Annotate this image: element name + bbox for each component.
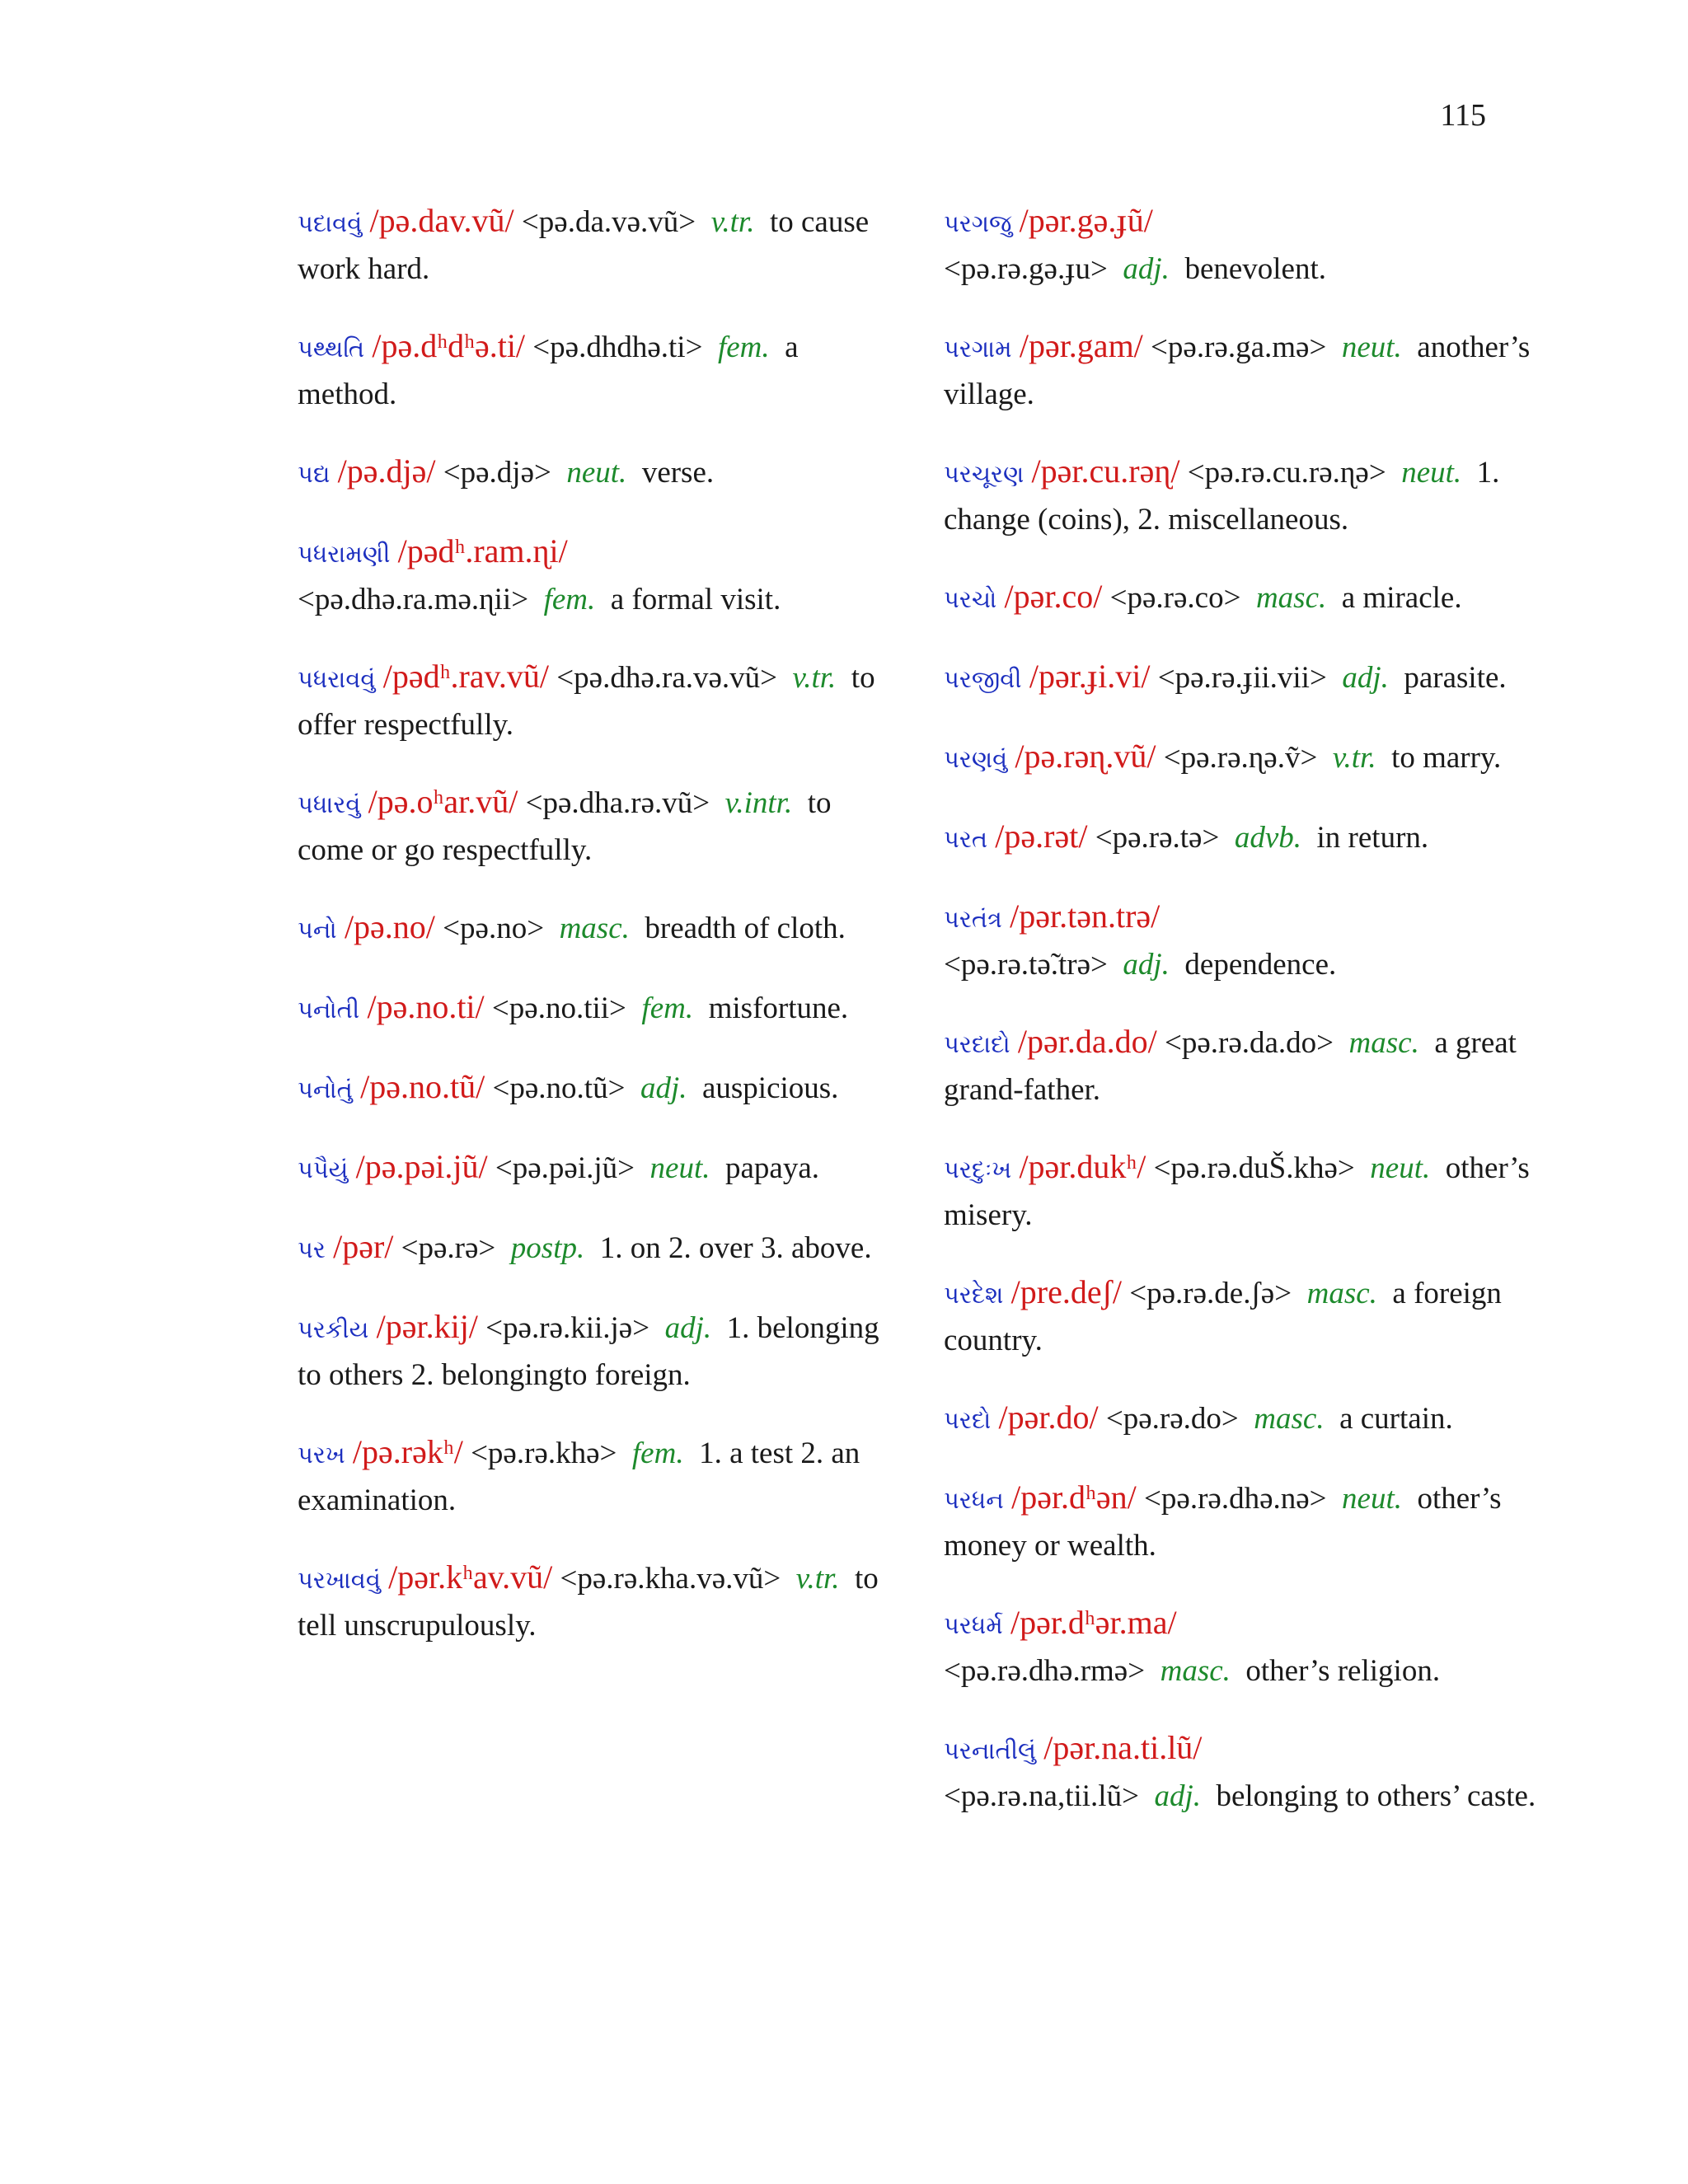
entry-phonetic: /pər.gam/	[1019, 327, 1143, 364]
entry-transliteration: <pə.rə.duŠ.khə>	[1153, 1151, 1355, 1185]
dictionary-entry	[944, 1600, 1537, 1694]
dictionary-entry	[298, 1554, 891, 1648]
entry-definition: a curtain.	[1339, 1402, 1453, 1436]
entry-part-of-speech: adj.	[1154, 1779, 1201, 1813]
entry-phonetic: /pə.dʰdʰə.ti/	[372, 327, 526, 364]
dictionary-entry	[298, 1304, 891, 1398]
entry-part-of-speech: neut.	[1341, 330, 1402, 364]
entry-headword: પધરાવવું	[298, 665, 376, 693]
entry-definition: auspicious.	[701, 1071, 839, 1105]
dictionary-entry	[298, 654, 891, 748]
entry-definition: a method.	[298, 330, 799, 411]
entry-headword: પધરામણી	[298, 540, 391, 568]
entry-definition: to tell unscrupulously.	[298, 1562, 879, 1643]
entry-definition: a formal visit.	[610, 583, 781, 616]
entry-part-of-speech: fem.	[543, 583, 596, 616]
entry-phonetic: /pə.dav.vũ/	[369, 202, 514, 239]
entry-phonetic: /pər.dʰər.ma/	[1010, 1604, 1177, 1641]
entry-definition: 1. on 2. over 3. above.	[599, 1231, 872, 1265]
entry-phonetic: /pə.rəɳ.vũ/	[1015, 738, 1156, 775]
entry-phonetic: /pər.dukʰ/	[1019, 1148, 1146, 1185]
dictionary-entry	[298, 323, 891, 417]
entry-transliteration: <pə.rə.tə̃.trə>	[944, 948, 1108, 982]
entry-part-of-speech: masc.	[1255, 581, 1327, 615]
entry-headword: પદ્ય	[298, 460, 331, 488]
entry-definition: a great grand-father.	[944, 1026, 1517, 1107]
entry-definition: papaya.	[724, 1151, 819, 1185]
entry-part-of-speech: neut.	[566, 456, 627, 490]
entry-definition: other’s money or wealth.	[944, 1482, 1502, 1563]
entry-phonetic: /pər/	[333, 1228, 394, 1265]
entry-headword: પનો	[298, 916, 337, 944]
entry-transliteration: <pə.rə.kii.jə>	[485, 1311, 650, 1345]
entry-phonetic: /pər.da.do/	[1017, 1023, 1157, 1060]
entry-definition: to come or go respectfully.	[298, 786, 832, 867]
entry-headword: પનોતી	[298, 996, 360, 1024]
entry-transliteration: <pə.rə.kha.və.vũ>	[560, 1562, 781, 1596]
entry-transliteration: <pə.rə.na,tii.lũ>	[944, 1779, 1139, 1813]
dictionary-entry	[944, 198, 1537, 292]
entry-phonetic: /pər.na.ti.lũ/	[1043, 1729, 1203, 1766]
entry-headword: પરચો	[944, 585, 997, 613]
entry-transliteration: <pə.rə.do>	[1105, 1402, 1239, 1436]
entry-definition: breadth of cloth.	[645, 912, 846, 945]
dictionary-entry	[944, 733, 1537, 782]
entry-phonetic: /pər.do/	[998, 1399, 1099, 1436]
dictionary-entry	[944, 1725, 1537, 1819]
dictionary-entry	[298, 1224, 891, 1272]
entry-headword: પરખાવવું	[298, 1566, 381, 1594]
entry-headword: પરકીય	[298, 1315, 369, 1343]
dictionary-entry	[298, 904, 891, 953]
entry-definition: a foreign country.	[944, 1277, 1502, 1357]
entry-part-of-speech: adj.	[1123, 948, 1170, 982]
dictionary-entry	[298, 1144, 891, 1193]
entry-transliteration: <pə.dhə.ra.mə.ɳii>	[298, 583, 529, 616]
entry-definition: other’s religion.	[1245, 1654, 1441, 1688]
dictionary-entry	[298, 1429, 891, 1523]
entry-phonetic: /pədʰ.ram.ɳi/	[397, 532, 568, 569]
entry-transliteration: <pə.dhə.ra.və.vũ>	[556, 661, 778, 695]
entry-phonetic: /pər.kʰav.vũ/	[388, 1558, 553, 1596]
entry-definition: belonging to others’ caste.	[1216, 1779, 1536, 1813]
entry-transliteration: <pə.dha.rə.vũ>	[525, 786, 710, 820]
right-column	[944, 198, 1537, 1850]
entry-headword: પરજીવી	[944, 665, 1022, 693]
entry-part-of-speech: v.tr.	[1332, 741, 1376, 775]
entry-phonetic: /pər.dʰən/	[1011, 1479, 1137, 1516]
entry-transliteration: <pə.rə.dhə.nə>	[1144, 1482, 1327, 1516]
dictionary-entry	[944, 323, 1537, 417]
entry-phonetic: /pər.kij/	[376, 1308, 478, 1345]
entry-transliteration: <pə.da.və.vũ>	[521, 205, 696, 239]
entry-headword: પરધર્મ	[944, 1611, 1003, 1639]
dictionary-entry	[944, 654, 1537, 702]
entry-headword: પથ્થતિ	[298, 335, 365, 363]
entry-part-of-speech: fem.	[631, 1436, 684, 1470]
entry-part-of-speech: adj.	[664, 1311, 712, 1345]
entry-headword: પરગજુ	[944, 209, 1012, 237]
entry-definition: parasite.	[1404, 661, 1507, 695]
page-number: 115	[1440, 98, 1486, 133]
entry-transliteration: <pə.rə.cu.rə.ɳə>	[1187, 456, 1386, 490]
entry-part-of-speech: v.tr.	[795, 1562, 840, 1596]
dictionary-entry	[298, 984, 891, 1033]
entry-part-of-speech: neut.	[1401, 456, 1462, 490]
entry-transliteration: <pə.rə.khə>	[471, 1436, 617, 1470]
entry-part-of-speech: neut.	[1342, 1482, 1402, 1516]
dictionary-entry	[298, 198, 891, 292]
dictionary-entry	[298, 1064, 891, 1113]
dictionary-entry	[944, 574, 1537, 622]
entry-phonetic: /pə.no.tũ/	[360, 1068, 485, 1105]
entry-part-of-speech: masc.	[559, 912, 630, 945]
entry-part-of-speech: masc.	[1348, 1026, 1419, 1060]
dictionary-entry	[944, 448, 1537, 542]
entry-headword: પરદાદો	[944, 1030, 1010, 1058]
left-column	[298, 198, 891, 1680]
entry-definition: 1. change (coins), 2. miscellaneous.	[944, 456, 1500, 537]
entry-headword: પપૈયું	[298, 1155, 349, 1183]
entry-transliteration: <pə.dhdhə.ti>	[532, 330, 703, 364]
dictionary-entry	[944, 1019, 1537, 1113]
entry-transliteration: <pə.rə.de.ʃə>	[1129, 1277, 1292, 1310]
entry-headword: પરત	[944, 825, 988, 853]
entry-definition: other’s misery.	[944, 1151, 1530, 1232]
entry-headword: પરદો	[944, 1406, 992, 1434]
entry-phonetic: /pə.oʰar.vũ/	[368, 783, 518, 820]
entry-transliteration: <pə.djə>	[443, 456, 551, 490]
entry-phonetic: /pə.no.ti/	[367, 988, 485, 1025]
entry-headword: પરનાતીલું	[944, 1736, 1036, 1765]
dictionary-entry	[944, 813, 1537, 862]
entry-headword: પરખ	[298, 1441, 345, 1469]
entry-transliteration: <pə.pəi.jũ>	[495, 1151, 635, 1185]
entry-phonetic: /pə.pəi.jũ/	[355, 1148, 488, 1185]
entry-definition: 1. belonging to others 2. belongingto foreign.	[298, 1311, 879, 1392]
dictionary-entry	[944, 1394, 1537, 1443]
entry-headword: પર	[298, 1235, 326, 1263]
entry-definition: another’s village.	[944, 330, 1531, 411]
entry-part-of-speech: neut.	[649, 1151, 710, 1185]
entry-transliteration: <pə.no.tii>	[491, 991, 626, 1025]
entry-part-of-speech: fem.	[641, 991, 694, 1025]
entry-phonetic: /pə.rəkʰ/	[352, 1433, 463, 1470]
entry-transliteration: <pə.rə.co>	[1109, 581, 1241, 615]
entry-part-of-speech: v.tr.	[792, 661, 837, 695]
entry-transliteration: <pə.no.tũ>	[492, 1071, 626, 1105]
entry-part-of-speech: v.intr.	[724, 786, 793, 820]
dictionary-entry	[944, 893, 1537, 987]
entry-headword: પરણવું	[944, 745, 1008, 773]
entry-headword: પરદેશ	[944, 1281, 1004, 1309]
entry-transliteration: <pə.rə>	[401, 1231, 496, 1265]
entry-part-of-speech: advb.	[1234, 821, 1302, 855]
entry-part-of-speech: v.tr.	[710, 205, 755, 239]
entry-phonetic: /pər.tən.trə/	[1010, 898, 1160, 935]
entry-phonetic: /pə.rət/	[995, 818, 1088, 855]
entry-headword: પધારવું	[298, 790, 361, 818]
entry-definition: benevolent.	[1184, 252, 1327, 286]
entry-transliteration: <pə.rə.ɟii.vii>	[1157, 661, 1327, 695]
entry-headword: પરચૂરણ	[944, 460, 1025, 488]
dictionary-entry	[298, 779, 891, 873]
entry-definition: dependence.	[1184, 948, 1337, 982]
entry-transliteration: <pə.rə.ga.mə>	[1151, 330, 1327, 364]
entry-definition: to marry.	[1391, 741, 1502, 775]
entry-part-of-speech: adj.	[1123, 252, 1170, 286]
entry-part-of-speech: neut.	[1370, 1151, 1431, 1185]
entry-phonetic: /pə.djə/	[337, 452, 436, 490]
entry-headword: પરગામ	[944, 335, 1012, 363]
entry-definition: in return.	[1316, 821, 1429, 855]
dictionary-entry	[298, 448, 891, 497]
dictionary-entry	[944, 1144, 1537, 1238]
dictionary-entry	[944, 1474, 1537, 1568]
entry-phonetic: /pədʰ.rav.vũ/	[382, 658, 550, 695]
entry-definition: misfortune.	[708, 991, 849, 1025]
entry-phonetic: /pre.deʃ/	[1010, 1273, 1123, 1310]
entry-definition: to offer respectfully.	[298, 661, 875, 742]
entry-part-of-speech: postp.	[510, 1231, 585, 1265]
entry-transliteration: <pə.rə.tə>	[1095, 821, 1220, 855]
entry-definition: to cause work hard.	[298, 205, 870, 286]
entry-headword: પરતંત્ર	[944, 905, 1002, 933]
dictionary-entry	[298, 528, 891, 622]
entry-phonetic: /pər.co/	[1004, 578, 1103, 615]
entry-definition: 1. a test 2. an examination.	[298, 1436, 860, 1517]
entry-headword: પરધન	[944, 1486, 1004, 1514]
entry-headword: પદાવવું	[298, 209, 363, 237]
entry-part-of-speech: masc.	[1254, 1402, 1325, 1436]
entry-phonetic: /pər.ɟi.vi/	[1029, 658, 1151, 695]
entry-part-of-speech: adj.	[640, 1071, 687, 1105]
entry-transliteration: <pə.rə.ɳə.ṽ>	[1163, 741, 1318, 775]
entry-transliteration: <pə.rə.gə.ɟu>	[944, 252, 1108, 286]
entry-part-of-speech: fem.	[717, 330, 770, 364]
entry-part-of-speech: adj.	[1342, 661, 1389, 695]
entry-headword: પનોતું	[298, 1076, 353, 1104]
entry-phonetic: /pər.cu.rəɳ/	[1031, 452, 1180, 490]
entry-phonetic: /pər.gə.ɟũ/	[1019, 202, 1153, 239]
entry-headword: પરદુઃખ	[944, 1155, 1012, 1183]
entry-definition: verse.	[641, 456, 715, 490]
entry-transliteration: <pə.no>	[443, 912, 545, 945]
entry-transliteration: <pə.rə.da.do>	[1164, 1026, 1334, 1060]
dictionary-entry	[944, 1269, 1537, 1363]
entry-definition: a miracle.	[1341, 581, 1462, 615]
entry-part-of-speech: masc.	[1306, 1277, 1377, 1310]
entry-transliteration: <pə.rə.dhə.rmə>	[944, 1654, 1146, 1688]
entry-part-of-speech: masc.	[1160, 1654, 1231, 1688]
entry-phonetic: /pə.no/	[344, 908, 435, 945]
